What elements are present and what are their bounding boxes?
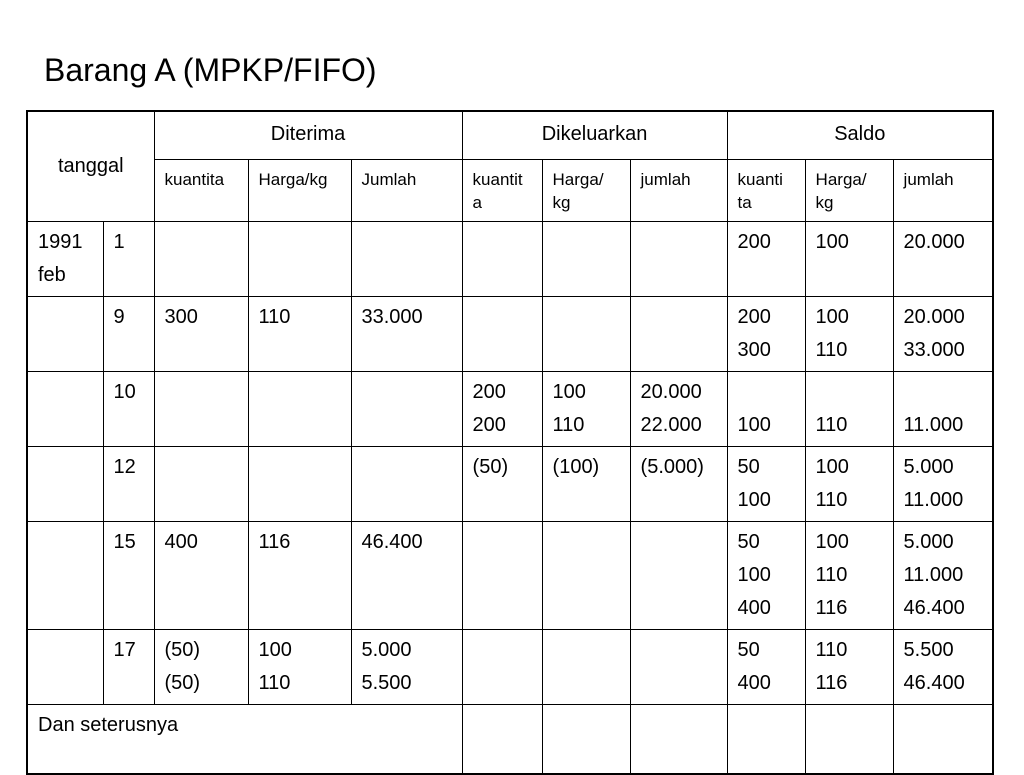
cell-d-jumlah	[351, 371, 462, 446]
table-row	[27, 371, 993, 446]
cell-s-kuantita	[727, 371, 805, 446]
cell-value: 100	[737, 488, 771, 511]
subheader-line: jumlah	[640, 169, 691, 189]
cell-s-harga	[805, 296, 893, 371]
cell-value: 22.000	[640, 413, 702, 436]
cell-d-kuantita	[154, 371, 248, 446]
cell-value: 100	[815, 230, 849, 253]
cell-k-kuantita	[462, 446, 542, 521]
table-row	[27, 221, 993, 296]
subheader-dikeluarkan-kuantita	[462, 159, 542, 221]
cell-k-kuantita	[462, 296, 542, 371]
cell-s-kuantita	[727, 521, 805, 629]
subheader-line: Harga/	[815, 169, 867, 189]
cell-k-harga	[542, 221, 630, 296]
cell-value: 110	[815, 338, 848, 361]
cell-tanggal-day	[103, 221, 154, 296]
cell-value: 400	[737, 671, 771, 694]
cell-d-kuantita	[154, 296, 248, 371]
cell-value: 116	[815, 671, 848, 694]
cell-s-jumlah	[893, 296, 993, 371]
cell-value: 50	[737, 455, 760, 478]
cell-value: 110	[815, 413, 848, 436]
cell-k-jumlah	[630, 371, 727, 446]
cell-value: feb	[38, 263, 66, 286]
cell-s-kuantita	[727, 221, 805, 296]
cell-s-harga	[805, 371, 893, 446]
cell-d-jumlah	[351, 629, 462, 704]
cell-value: 9	[113, 305, 125, 328]
cell-value: 17	[113, 638, 136, 661]
cell-d-kuantita	[154, 629, 248, 704]
cell-value	[738, 376, 801, 409]
cell-value: 110	[552, 413, 585, 436]
cell-value: (50)	[472, 455, 509, 478]
cell-value: 100	[737, 563, 771, 586]
cell-tanggal-day	[103, 629, 154, 704]
cell-value: 300	[737, 338, 771, 361]
footer-empty-cell	[462, 704, 542, 774]
header-diterima: Diterima	[154, 111, 462, 159]
cell-d-jumlah	[351, 521, 462, 629]
header-row	[27, 111, 993, 159]
cell-k-kuantita	[462, 521, 542, 629]
cell-value: 100	[815, 305, 849, 328]
cell-value: 5.000	[903, 530, 954, 553]
subheader-line: ta	[737, 192, 752, 212]
table-row	[27, 296, 993, 371]
cell-value: 400	[737, 596, 771, 619]
footer-empty-cell	[805, 704, 893, 774]
cell-s-kuantita	[727, 296, 805, 371]
cell-d-harga	[248, 221, 351, 296]
subheader-saldo-jumlah	[893, 159, 993, 221]
cell-k-harga	[542, 371, 630, 446]
cell-tanggal-month	[27, 371, 103, 446]
subheader-saldo-harga	[805, 159, 893, 221]
cell-k-kuantita	[462, 629, 542, 704]
subheader-line: kg	[552, 192, 571, 212]
cell-value: 20.000	[903, 305, 965, 328]
footer-empty-cell	[630, 704, 727, 774]
cell-value	[816, 376, 889, 409]
cell-value: 11.000	[903, 563, 964, 586]
cell-value: 5.500	[361, 671, 412, 694]
cell-s-jumlah	[893, 221, 993, 296]
cell-value: 1991	[38, 230, 83, 253]
cell-s-jumlah	[893, 446, 993, 521]
subheader-line: kuantit	[472, 169, 523, 189]
cell-s-kuantita	[727, 446, 805, 521]
subheader-line: jumlah	[903, 169, 954, 189]
inventory-table	[26, 110, 994, 775]
cell-value: 100	[258, 638, 292, 661]
subheader-line: Harga/	[552, 169, 604, 189]
cell-value: 110	[258, 305, 291, 328]
subheader-diterima-jumlah	[351, 159, 462, 221]
cell-s-harga	[805, 446, 893, 521]
cell-value: 100	[815, 530, 849, 553]
cell-d-jumlah	[351, 446, 462, 521]
cell-value: 116	[258, 530, 291, 553]
cell-value: 400	[164, 530, 198, 553]
subheader-line: a	[472, 192, 482, 212]
subheader-line: kg	[815, 192, 834, 212]
cell-tanggal-day	[103, 446, 154, 521]
cell-value: 20.000	[640, 380, 702, 403]
cell-tanggal-month	[27, 296, 103, 371]
cell-k-kuantita	[462, 221, 542, 296]
cell-value: 116	[815, 596, 848, 619]
footer-note: Dan seterusnya	[27, 704, 462, 774]
cell-value: (5.000)	[640, 455, 704, 478]
cell-d-kuantita	[154, 221, 248, 296]
cell-value: 11.000	[903, 413, 964, 436]
cell-value	[904, 376, 989, 409]
cell-k-jumlah	[630, 296, 727, 371]
cell-d-harga	[248, 296, 351, 371]
cell-d-harga	[248, 371, 351, 446]
cell-value: 100	[737, 413, 771, 436]
cell-value: 300	[164, 305, 198, 328]
cell-value: 5.000	[361, 638, 412, 661]
cell-k-jumlah	[630, 221, 727, 296]
cell-s-harga	[805, 521, 893, 629]
cell-value: 110	[815, 563, 848, 586]
footer-empty-cell	[727, 704, 805, 774]
cell-value: 200	[472, 413, 506, 436]
subheader-dikeluarkan-jumlah	[630, 159, 727, 221]
subheader-dikeluarkan-harga	[542, 159, 630, 221]
cell-s-harga	[805, 221, 893, 296]
cell-tanggal-month	[27, 446, 103, 521]
cell-k-harga	[542, 296, 630, 371]
cell-tanggal-month	[27, 629, 103, 704]
subheader-line: Harga/kg	[258, 169, 328, 189]
cell-value: 10	[113, 380, 136, 403]
cell-value: 100	[815, 455, 849, 478]
footer-empty-cell	[893, 704, 993, 774]
cell-s-kuantita	[727, 629, 805, 704]
header-tanggal: tanggal	[27, 111, 154, 221]
cell-k-harga	[542, 521, 630, 629]
cell-k-harga	[542, 446, 630, 521]
cell-k-jumlah	[630, 446, 727, 521]
cell-d-kuantita	[154, 446, 248, 521]
slide-title: Barang A (MPKP/FIFO)	[44, 52, 377, 88]
table-row	[27, 521, 993, 629]
cell-value: 11.000	[903, 488, 964, 511]
cell-tanggal-day	[103, 521, 154, 629]
cell-value: 110	[815, 488, 848, 511]
cell-value: 200	[472, 380, 506, 403]
cell-d-harga	[248, 521, 351, 629]
cell-value: (50)	[164, 638, 201, 661]
cell-tanggal-month	[27, 221, 103, 296]
subheader-line: kuantita	[164, 169, 225, 189]
subheader-line: Jumlah	[361, 169, 417, 189]
cell-value: 46.400	[903, 596, 965, 619]
cell-tanggal-day	[103, 296, 154, 371]
cell-value: 12	[113, 455, 136, 478]
cell-s-jumlah	[893, 371, 993, 446]
cell-value: 33.000	[361, 305, 423, 328]
cell-value: 200	[737, 305, 771, 328]
cell-s-jumlah	[893, 521, 993, 629]
cell-value: 5.500	[903, 638, 954, 661]
cell-value: 200	[737, 230, 771, 253]
cell-s-jumlah	[893, 629, 993, 704]
footer-empty-cell	[542, 704, 630, 774]
subheader-row	[27, 159, 993, 221]
cell-d-harga	[248, 446, 351, 521]
subheader-saldo-kuantita	[727, 159, 805, 221]
subheader-diterima-kuantita	[154, 159, 248, 221]
cell-k-kuantita	[462, 371, 542, 446]
cell-value: 20.000	[903, 230, 965, 253]
cell-value: 46.400	[903, 671, 965, 694]
cell-s-harga	[805, 629, 893, 704]
cell-tanggal-day	[103, 371, 154, 446]
subheader-line: kuanti	[737, 169, 783, 189]
cell-k-jumlah	[630, 629, 727, 704]
cell-k-jumlah	[630, 521, 727, 629]
footer-row	[27, 704, 993, 774]
cell-d-jumlah	[351, 221, 462, 296]
cell-value: 5.000	[903, 455, 954, 478]
cell-k-harga	[542, 629, 630, 704]
cell-value: 100	[552, 380, 586, 403]
header-saldo: Saldo	[727, 111, 993, 159]
cell-d-kuantita	[154, 521, 248, 629]
subheader-diterima-harga	[248, 159, 351, 221]
cell-value: 110	[258, 671, 291, 694]
cell-value: 46.400	[361, 530, 423, 553]
header-dikeluarkan: Dikeluarkan	[462, 111, 727, 159]
cell-value: 110	[815, 638, 848, 661]
cell-value: 15	[113, 530, 136, 553]
cell-value: 1	[113, 230, 125, 253]
cell-d-jumlah	[351, 296, 462, 371]
cell-d-harga	[248, 629, 351, 704]
cell-value: 33.000	[903, 338, 965, 361]
cell-value: (50)	[164, 671, 201, 694]
cell-value: 50	[737, 638, 760, 661]
table-row	[27, 629, 993, 704]
cell-tanggal-month	[27, 521, 103, 629]
table-row	[27, 446, 993, 521]
cell-value: (100)	[552, 455, 600, 478]
cell-value: 50	[737, 530, 760, 553]
